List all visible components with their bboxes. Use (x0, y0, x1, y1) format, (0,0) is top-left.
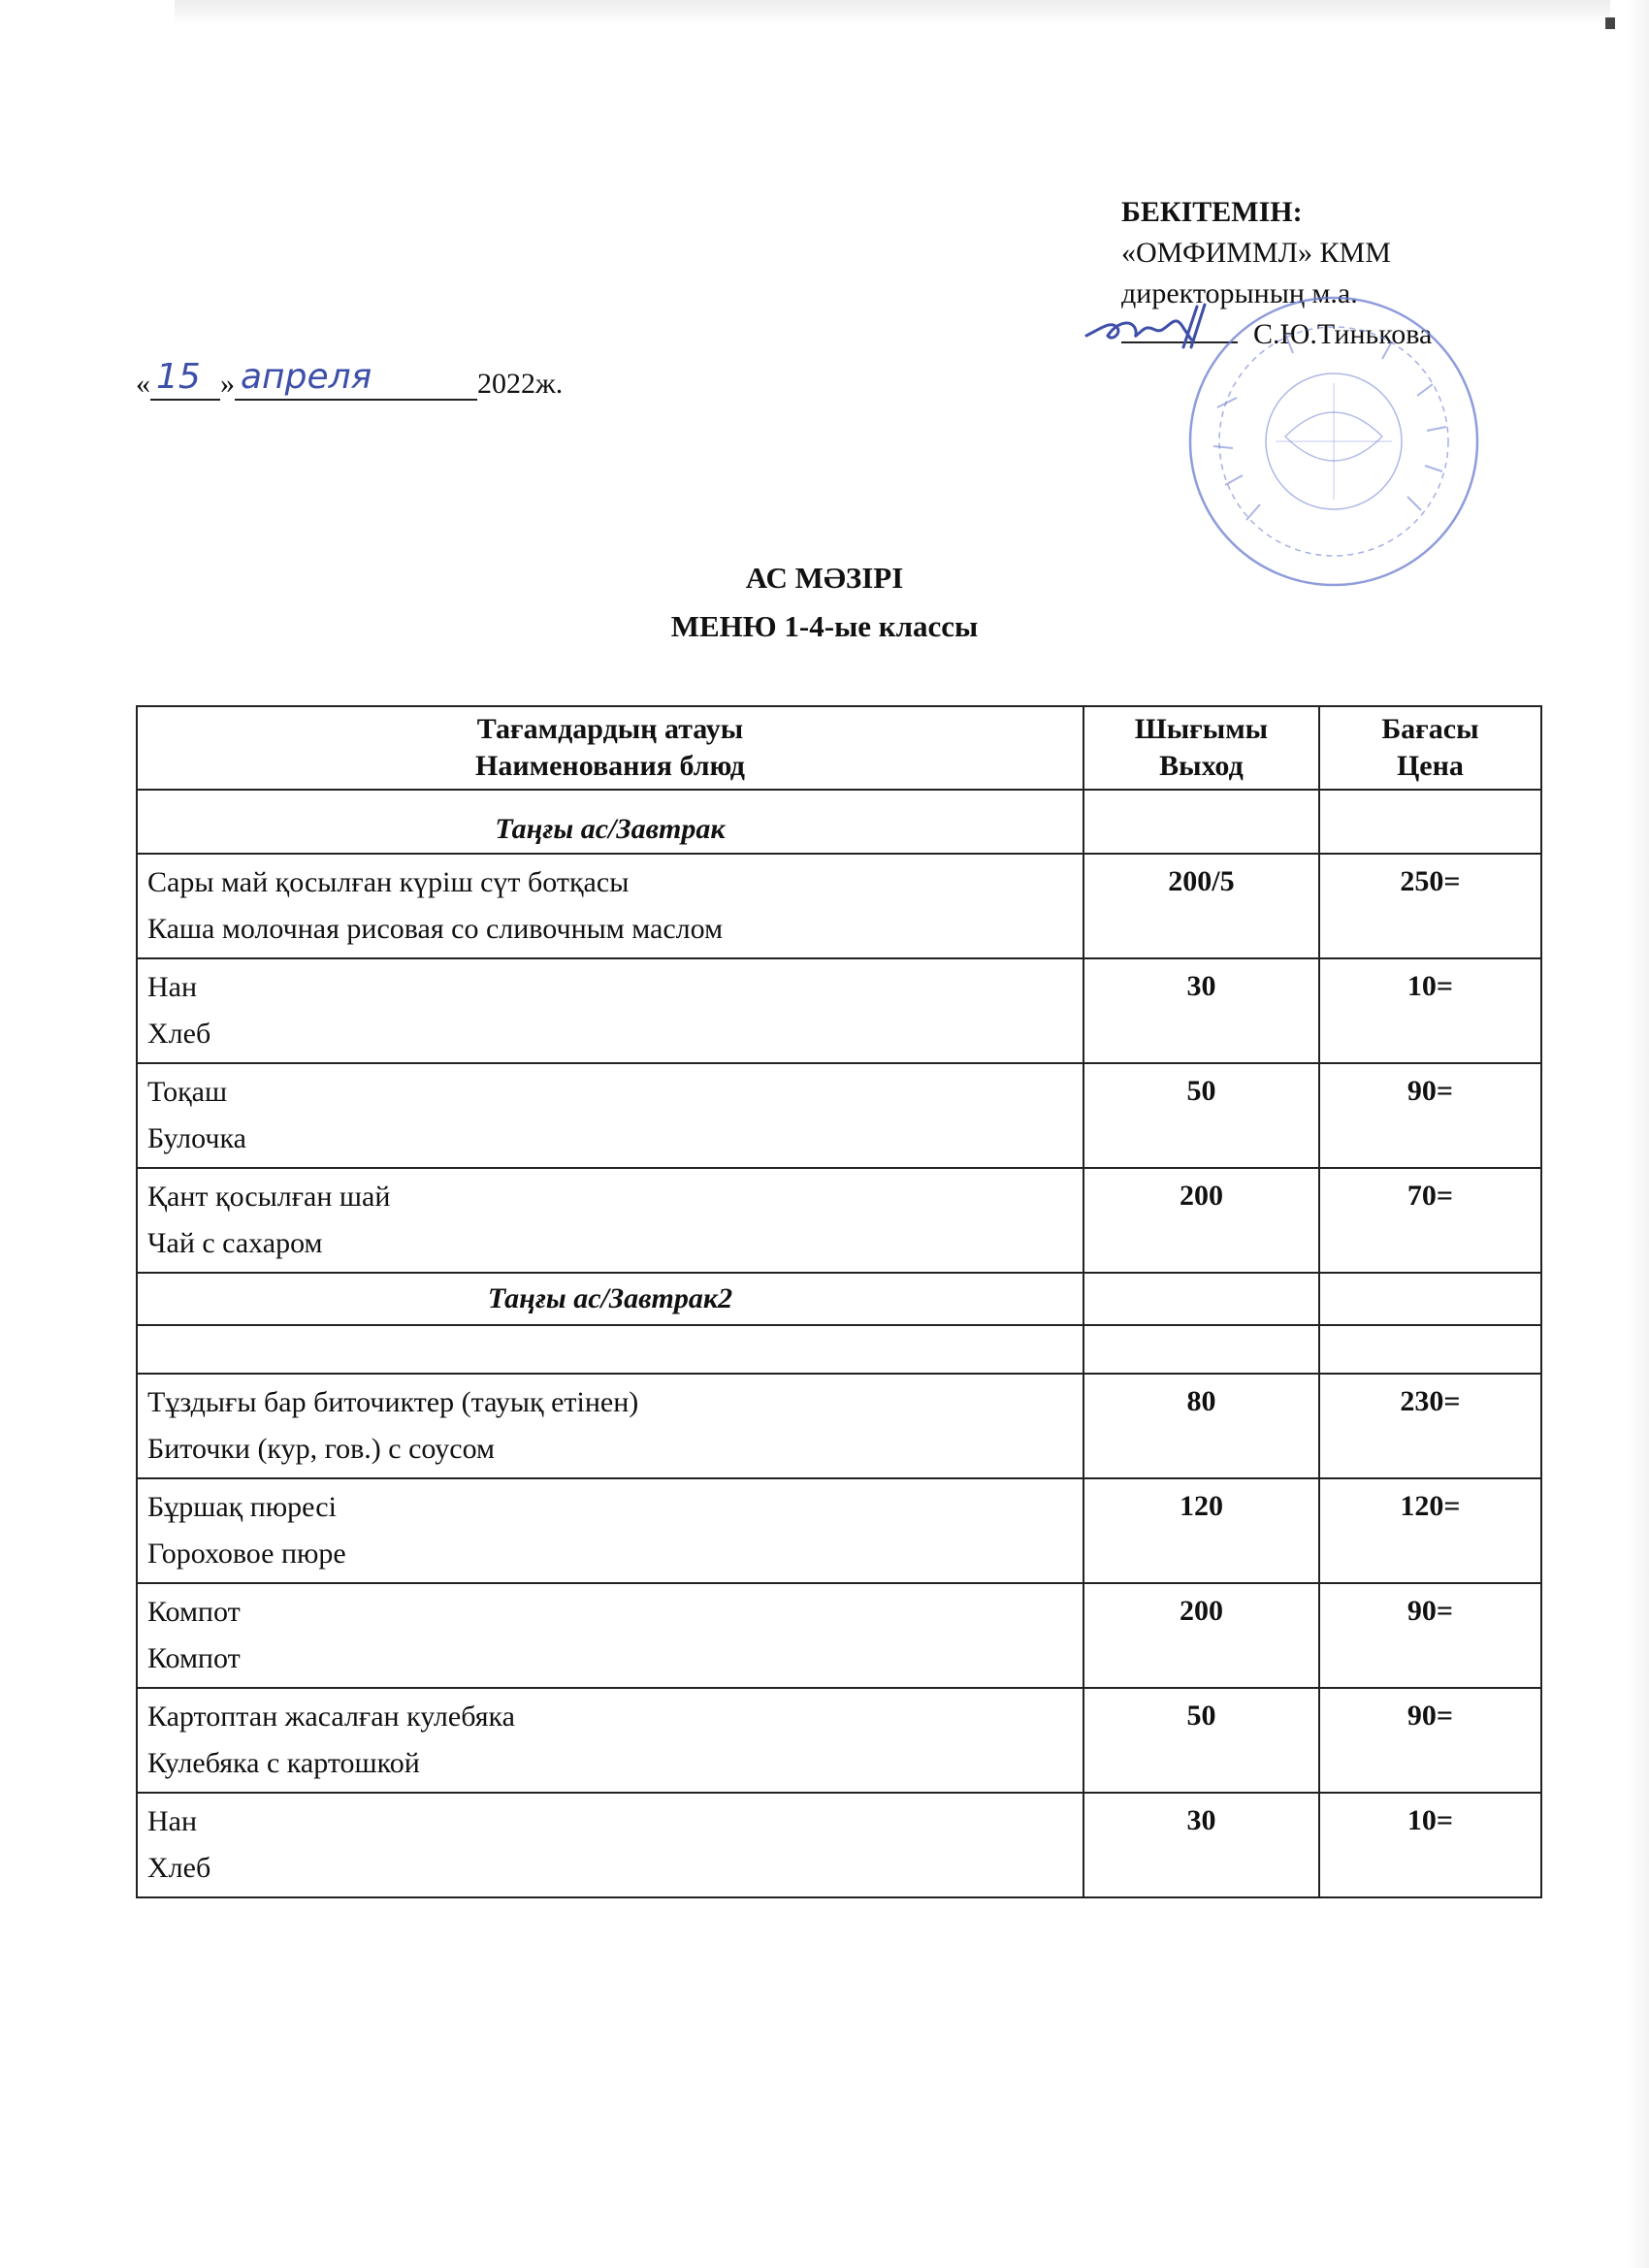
header-price (1319, 706, 1541, 790)
header-output-kaz: Шығымы (1134, 713, 1269, 745)
dish-output: 200 (1083, 1583, 1319, 1688)
dish-price: 70= (1319, 1168, 1541, 1273)
header-output-rus: Выход (1159, 750, 1244, 782)
dish-price: 120= (1319, 1478, 1541, 1583)
dish-name-rus: Булочка (147, 1122, 246, 1154)
empty-cell (1319, 1325, 1541, 1374)
table-row (137, 1478, 1541, 1583)
empty-cell (1083, 1273, 1319, 1325)
dish-output: 200 (1083, 1168, 1319, 1273)
dish-name-rus: Каша молочная рисовая со сливочным маслом (147, 913, 724, 945)
dish-cell (137, 1168, 1083, 1273)
table-row (137, 1374, 1541, 1478)
title-russian: МЕНЮ 1-4-ые классы (670, 609, 979, 643)
dish-cell (137, 1793, 1083, 1897)
dish-price: 230= (1319, 1374, 1541, 1478)
header-output (1083, 706, 1319, 790)
scan-shadow-right (1628, 0, 1649, 2268)
dish-name-kaz: Картоптан жасалған кулебяка (147, 1701, 515, 1733)
dish-cell (137, 1688, 1083, 1793)
scan-edge-mark (1605, 17, 1615, 29)
table-row (137, 1688, 1541, 1793)
table-row (137, 958, 1541, 1063)
dish-cell (137, 1374, 1083, 1478)
table-row (137, 1063, 1541, 1168)
dish-cell (137, 958, 1083, 1063)
dish-output: 30 (1083, 958, 1319, 1063)
dish-name-kaz: Сары май қосылған күріш сүт ботқасы (147, 866, 630, 898)
dish-cell (137, 1063, 1083, 1168)
dish-name-kaz: Компот (147, 1596, 241, 1628)
dish-name-kaz: Нан (147, 971, 198, 1003)
dish-name-rus: Компот (147, 1642, 241, 1674)
dish-name-kaz: Нан (147, 1805, 198, 1837)
section-title-breakfast: Таңғы ас/Завтрак (137, 790, 1083, 854)
dish-name-rus: Кулебяка с картошкой (147, 1747, 420, 1779)
date-day-handwritten: 15 (156, 357, 201, 397)
table-header-row (137, 706, 1541, 790)
empty-cell (1319, 790, 1541, 854)
dish-output: 80 (1083, 1374, 1319, 1478)
dish-price: 90= (1319, 1583, 1541, 1688)
date-close-quote: » (220, 368, 235, 400)
dish-name-rus: Гороховое пюре (147, 1538, 346, 1570)
dish-cell (137, 1478, 1083, 1583)
official-stamp (1179, 291, 1489, 592)
dish-name-rus: Хлеб (147, 1852, 211, 1884)
table-row (137, 1168, 1541, 1273)
header-dish-name-rus: Наименования блюд (475, 750, 745, 782)
table-row (137, 1793, 1541, 1897)
menu-table (136, 705, 1542, 1898)
approval-position: директорының м.а. (1121, 277, 1358, 309)
dish-price: 10= (1319, 958, 1541, 1063)
table-row (137, 1583, 1541, 1688)
dish-output: 120 (1083, 1478, 1319, 1583)
dish-cell (137, 1583, 1083, 1688)
dish-name-kaz: Тоқаш (147, 1076, 228, 1108)
dish-price: 90= (1319, 1063, 1541, 1168)
scan-shadow-top (175, 0, 1610, 25)
table-row (137, 854, 1541, 958)
dish-output: 200/5 (1083, 854, 1319, 958)
dish-output: 50 (1083, 1688, 1319, 1793)
dish-name-rus: Биточки (кур, гов.) с соусом (147, 1433, 496, 1465)
empty-cell (137, 1325, 1083, 1374)
empty-cell (1319, 1273, 1541, 1325)
date-line (136, 357, 564, 401)
date-day-blank (150, 357, 220, 401)
dish-name-kaz: Қант қосылған шай (147, 1181, 391, 1213)
dish-cell (137, 854, 1083, 958)
title-kazakh: АС МӘЗІРІ (745, 561, 904, 595)
empty-row (137, 1325, 1541, 1374)
header-dish-name (137, 706, 1083, 790)
dish-name-kaz: Бұршақ пюресі (147, 1491, 337, 1523)
dish-output: 30 (1083, 1793, 1319, 1897)
dish-output: 50 (1083, 1063, 1319, 1168)
dish-price: 90= (1319, 1688, 1541, 1793)
header-price-kaz: Бағасы (1381, 713, 1479, 745)
date-month-handwritten: апреля (241, 357, 372, 397)
section-title-breakfast2: Таңғы ас/Завтрак2 (137, 1273, 1083, 1325)
date-year: 2022ж. (477, 368, 564, 400)
approval-org: «ОМФИММЛ» КММ (1121, 237, 1391, 269)
header-price-rus: Цена (1396, 750, 1464, 782)
dish-price: 10= (1319, 1793, 1541, 1897)
header-dish-name-kaz: Тағамдардың атауы (476, 713, 744, 745)
empty-cell (1083, 1325, 1319, 1374)
date-month-blank (235, 357, 477, 401)
approval-name: С.Ю.Тинькова (1253, 318, 1433, 350)
section-row-breakfast (137, 790, 1541, 854)
approval-heading: БЕКІТЕМІН: (1121, 196, 1303, 228)
date-open-quote: « (136, 368, 150, 400)
empty-cell (1083, 790, 1319, 854)
section-row-breakfast2 (137, 1273, 1541, 1325)
dish-price: 250= (1319, 854, 1541, 958)
dish-name-rus: Хлеб (147, 1018, 211, 1050)
dish-name-rus: Чай с сахаром (147, 1227, 323, 1259)
dish-name-kaz: Тұздығы бар биточиктер (тауық етінен) (147, 1386, 639, 1418)
